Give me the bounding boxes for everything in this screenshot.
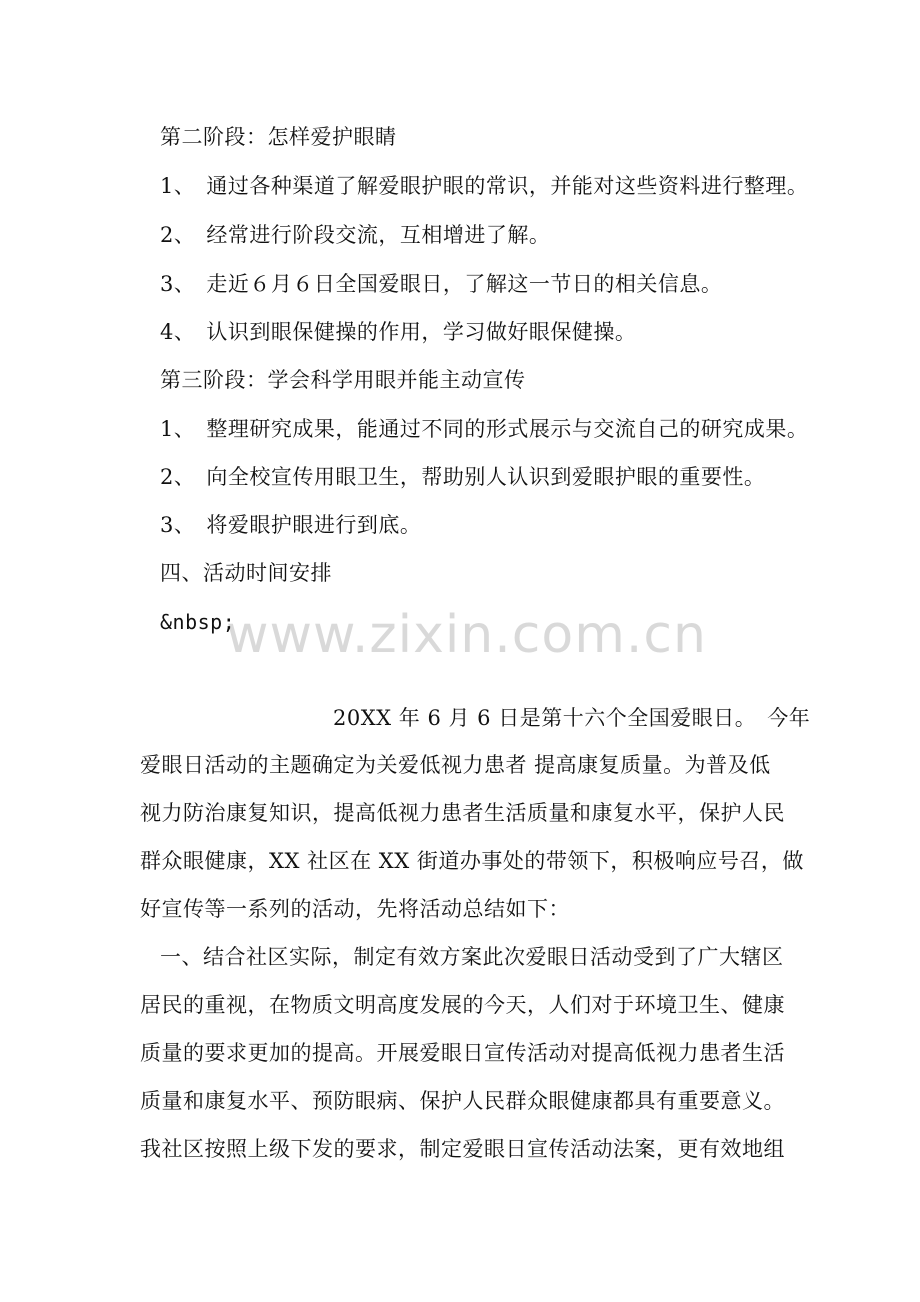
list-item: 3、 走近６月６日全国爱眼日，了解这一节日的相关信息。 — [160, 272, 723, 296]
paragraph-line: 视力防治康复知识，提高低视力患者生活质量和康复水平，保护人民 — [140, 801, 785, 825]
list-item: 3、 将爱眼护眼进行到底。 — [160, 513, 422, 537]
paragraph-line: 一、结合社区实际，制定有效方案此次爱眼日活动受到了广大辖区 — [160, 945, 784, 969]
list-item: 2、 向全校宣传用眼卫生，帮助别人认识到爱眼护眼的重要性。 — [160, 465, 766, 489]
list-item: 2、 经常进行阶段交流，互相增进了解。 — [160, 223, 551, 247]
watermark: www.zixin.com.cn — [226, 605, 707, 665]
literal-nbsp-text: &nbsp; — [160, 610, 236, 634]
paragraph-line: 20XX 年 6 月 6 日是第十六个全国爱眼日。 今年 — [333, 706, 811, 730]
section-heading: 四、活动时间安排 — [160, 561, 332, 585]
paragraph-line: 爱眼日活动的主题确定为关爱低视力患者 提高康复质量。为普及低 — [140, 753, 771, 777]
list-item: 1、 通过各种渠道了解爱眼护眼的常识，并能对这些资料进行整理。 — [160, 174, 809, 198]
paragraph-line: 群众眼健康，XX 社区在 XX 街道办事处的带领下，积极响应号召，做 — [140, 849, 804, 873]
stage-two-heading: 第二阶段：怎样爱护眼睛 — [160, 125, 397, 149]
paragraph-line: 质量和康复水平、预防眼病、保护人民群众眼健康都具有重要意义。 — [140, 1089, 785, 1113]
list-item: 1、 整理研究成果，能通过不同的形式展示与交流自己的研究成果。 — [160, 417, 809, 441]
list-item: 4、 认识到眼保健操的作用，学习做好眼保健操。 — [160, 320, 637, 344]
paragraph-line: 我社区按照上级下发的要求，制定爱眼日宣传活动法案，更有效地组 — [140, 1137, 785, 1161]
stage-three-heading: 第三阶段：学会科学用眼并能主动宣传 — [160, 368, 526, 392]
paragraph-line: 居民的重视，在物质文明高度发展的今天，人们对于环境卫生、健康 — [140, 993, 785, 1017]
paragraph-line: 好宣传等一系列的活动，先将活动总结如下： — [140, 897, 570, 921]
paragraph-line: 质量的要求更加的提高。开展爱眼日宣传活动对提高低视力患者生活 — [140, 1041, 785, 1065]
